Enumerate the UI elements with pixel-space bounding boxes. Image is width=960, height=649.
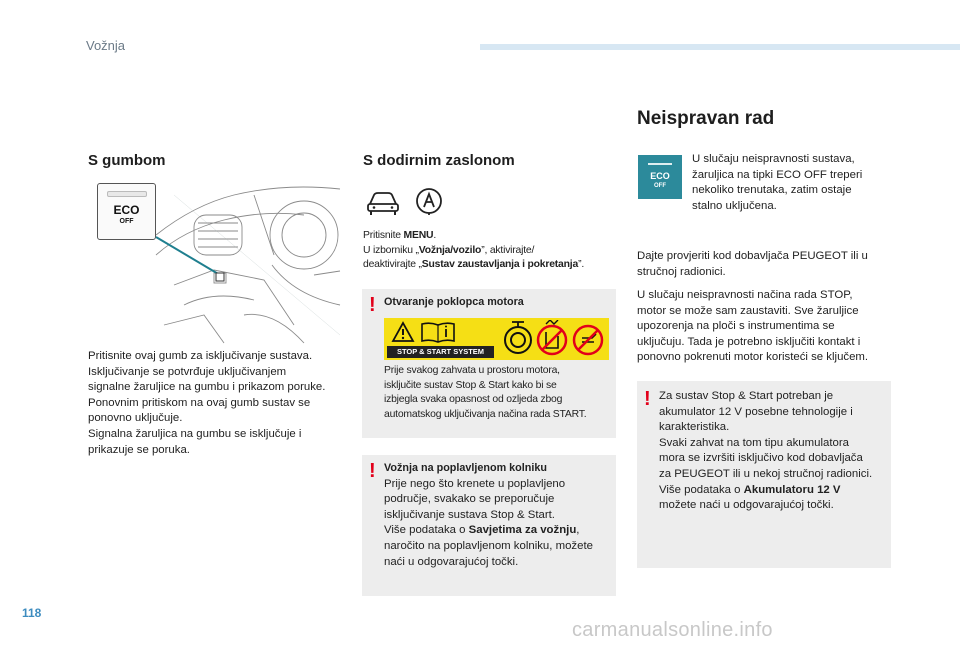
body-line: stručnoj radionici. bbox=[637, 265, 726, 278]
reference-link: Akumulatoru 12 V bbox=[743, 483, 841, 496]
indicator-lamp bbox=[648, 163, 672, 165]
flood-warning-text bbox=[384, 461, 616, 570]
hood-warning-body bbox=[384, 364, 616, 422]
body-line: prikazuje se poruka. bbox=[88, 443, 190, 456]
warning-box-battery bbox=[637, 381, 891, 568]
touchscreen-instructions bbox=[363, 229, 623, 273]
driving-assist-icon bbox=[414, 186, 444, 216]
body-line: upozorenja na ploči s instrumentima se bbox=[637, 320, 835, 333]
stop-start-sticker bbox=[384, 318, 609, 360]
body-line: isključite sustav Stop & Start kako bi se bbox=[384, 379, 557, 391]
body-line: automatskog uključivanja načina rada START. bbox=[384, 408, 587, 420]
body-line: naći u odgovarajućoj točki. bbox=[384, 555, 519, 568]
body-line: isključivanje sustava Stop & Start. bbox=[384, 508, 555, 521]
body-line: Signalna žaruljica na gumbu se isključuje i bbox=[88, 427, 302, 440]
text: U izborniku „ bbox=[363, 244, 419, 256]
body-line: naročito na poplavljenom kolniku, možete bbox=[384, 539, 593, 552]
body-line: mora se izvršiti isključivo kod dobavljača bbox=[659, 452, 863, 465]
heading-neispravan-rad: Neispravan rad bbox=[637, 108, 775, 129]
body-line: za PEUGEOT ili u nekoj stručnoj radionici. bbox=[659, 467, 873, 480]
body-line: nekoliko trenutaka, zatim ostaje bbox=[692, 184, 852, 197]
body-line: Isključivanje se potvrđuje uključivanjem bbox=[88, 365, 287, 378]
body-line: žaruljica na tipki ECO OFF treperi bbox=[692, 168, 863, 181]
body-line: ponovno pokrenuti motor koristeći se ključem. bbox=[637, 351, 869, 364]
eco-off-warning-icon bbox=[638, 155, 682, 199]
text: Više podataka o bbox=[659, 483, 744, 496]
malfunction-intro bbox=[692, 152, 892, 214]
menu-label: MENU bbox=[403, 230, 434, 241]
car-icon bbox=[366, 188, 400, 216]
body-line: uključuju. Tada je potrebno isključiti kontakt i bbox=[637, 335, 861, 348]
body-line: Prije svakog zahvata u prostoru motora, bbox=[384, 365, 560, 376]
body-line bbox=[384, 523, 616, 539]
text: Više podataka o bbox=[384, 524, 469, 537]
body-line bbox=[659, 483, 891, 499]
body-line: akumulator 12 V posebne tehnologije i bbox=[659, 405, 853, 418]
text: . bbox=[433, 230, 437, 241]
eco-off-button-illustration bbox=[97, 183, 156, 240]
body-line: Svaki zahvat na tom tipu akumulatora bbox=[659, 436, 849, 449]
warning-box-hood bbox=[362, 289, 616, 438]
body-line: Dajte provjeriti kod dobavljača PEUGEOT ili u bbox=[637, 250, 868, 262]
body-line: U slučaju neispravnosti načina rada STOP, bbox=[637, 289, 853, 301]
dashboard-illustration bbox=[154, 175, 342, 345]
warning-icon: ! bbox=[644, 388, 651, 410]
text: , bbox=[576, 524, 580, 537]
text: Pritisnite bbox=[363, 230, 404, 241]
body-line: motor se može sam zaustaviti. Sve žaruljice bbox=[637, 304, 859, 317]
body-line: Prije nego što krenete u poplavljeno bbox=[384, 477, 566, 490]
body-line: Pritisnite ovaj gumb za isključivanje sustava. bbox=[88, 350, 313, 362]
warning-icon: ! bbox=[369, 294, 376, 316]
instr-line bbox=[363, 244, 623, 259]
warning-icon: ! bbox=[369, 460, 376, 482]
body-line: stalno uključena. bbox=[692, 199, 777, 212]
body-line: Ponovnim pritiskom na ovaj gumb sustav se bbox=[88, 396, 311, 409]
watermark: carmanualsonline.info bbox=[572, 619, 773, 641]
stop-start-label: STOP & START SYSTEM bbox=[387, 346, 494, 358]
indicator-lamp bbox=[107, 191, 147, 197]
body-line: signalne žaruljice na gumbu i prikazom poruke. bbox=[88, 381, 326, 394]
warning-box-flood bbox=[362, 455, 616, 596]
hood-warning-title: Otvaranje poklopca motora bbox=[384, 296, 524, 308]
body-line: izbjegla svaka opasnost od ozljeda zbog bbox=[384, 394, 563, 406]
instr-line bbox=[363, 258, 623, 273]
body-line: možete naći u odgovarajućoj točki. bbox=[659, 499, 834, 512]
body-line: karakteristika. bbox=[659, 421, 730, 434]
eco-label: ECO bbox=[113, 203, 140, 217]
text: ”, aktivirajte/ bbox=[481, 244, 535, 256]
stop-mode-paragraph bbox=[637, 288, 897, 366]
text: ”. bbox=[578, 259, 585, 271]
dealer-check-paragraph bbox=[637, 249, 897, 280]
instr-line bbox=[363, 229, 623, 244]
off-label: OFF bbox=[119, 218, 134, 225]
eco-label: ECO bbox=[650, 171, 670, 181]
menu-path: Vožnja/vozilo bbox=[418, 244, 482, 256]
reference-link: Savjetima za vožnju bbox=[468, 524, 577, 537]
col1-body bbox=[88, 349, 348, 458]
heading-s-gumbom: S gumbom bbox=[88, 152, 166, 169]
battery-warning-text bbox=[659, 389, 891, 514]
function-name: Sustav zaustavljanja i pokretanja bbox=[421, 259, 579, 271]
belt-hand-prohibition-icons bbox=[502, 320, 606, 358]
text: deaktivirajte „ bbox=[363, 259, 422, 271]
header-bar bbox=[480, 44, 960, 50]
page-number: 118 bbox=[22, 606, 42, 620]
heading-s-dodirnim-zaslonom: S dodirnim zaslonom bbox=[363, 152, 515, 169]
body-line: područje, svakako se preporučuje bbox=[384, 493, 555, 506]
hazard-manual-icon bbox=[390, 321, 460, 343]
section-title: Vožnja bbox=[86, 38, 126, 53]
off-label: OFF bbox=[654, 183, 666, 189]
body-line: Za sustav Stop & Start potreban je bbox=[659, 390, 834, 402]
flood-warning-title: Vožnja na poplavljenom kolniku bbox=[384, 462, 547, 474]
body-line: U slučaju neispravnosti sustava, bbox=[692, 153, 855, 165]
body-line: ponovno uključuje. bbox=[88, 412, 183, 425]
